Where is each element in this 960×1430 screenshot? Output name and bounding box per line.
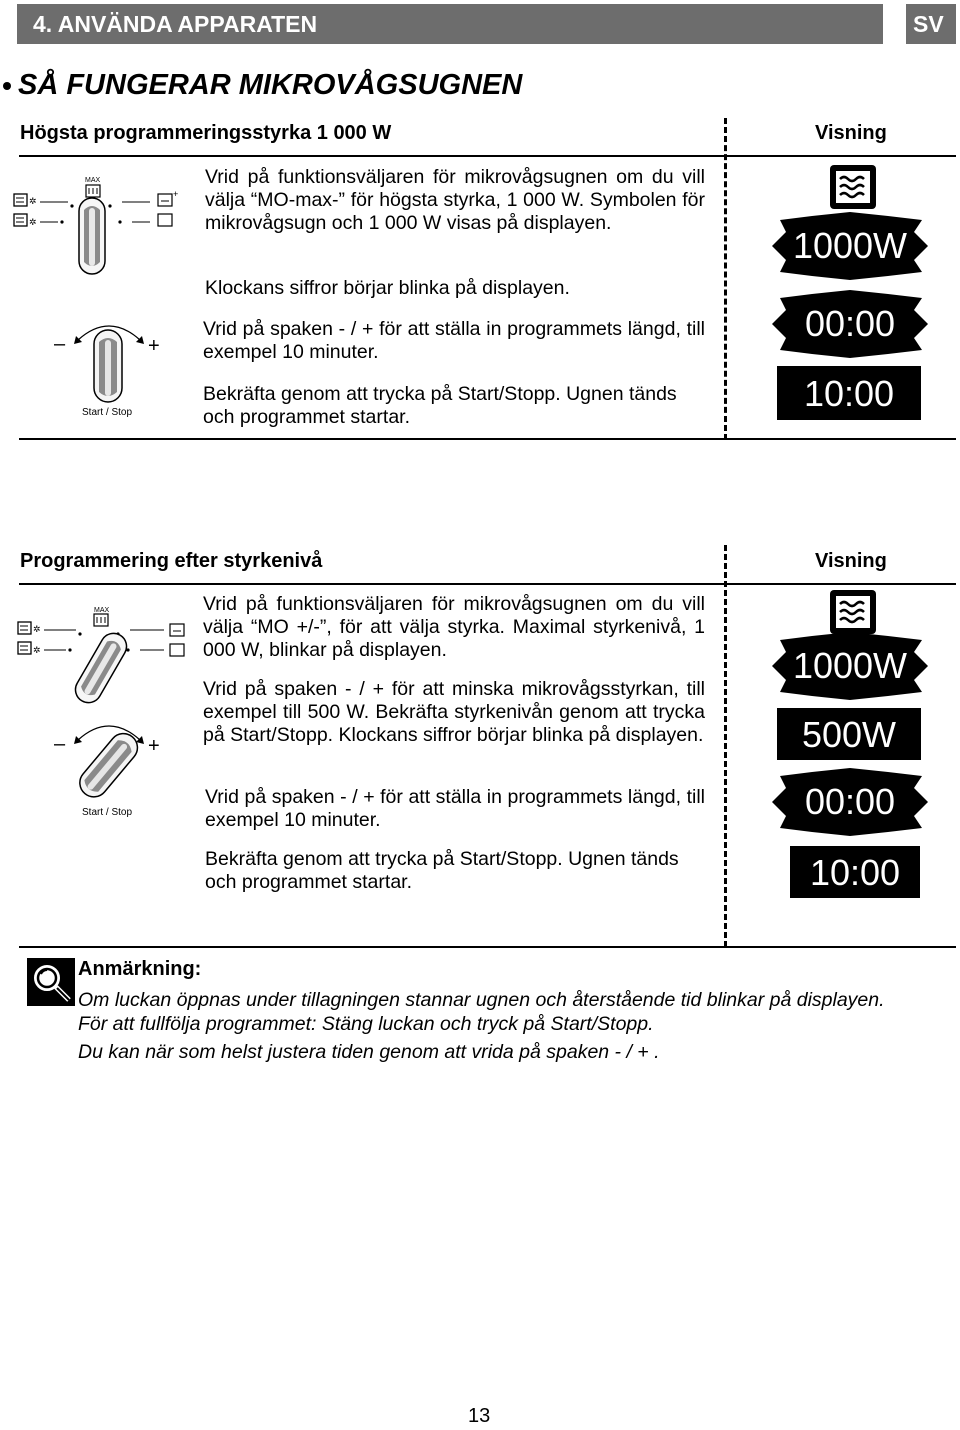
display-1000w-blinking bbox=[772, 632, 928, 700]
adjust-knob-diagram bbox=[50, 718, 180, 828]
display-value: 1000W bbox=[792, 645, 908, 686]
section2-step-1: Vrid på funktionsväljaren för mikrovågsugnen om du vill välja “MO +/-”, för att välja styrka. Maximal styrkenivå, 1 000 W, blinkar på displayen. bbox=[203, 593, 705, 661]
selector-knob bbox=[79, 198, 105, 274]
microwave-symbol-icon bbox=[828, 163, 878, 211]
microwave-icon bbox=[86, 185, 100, 197]
start-stop-label: Start / Stop bbox=[82, 807, 133, 818]
section1-heading: Högsta programmeringsstyrka 1 000 W bbox=[20, 122, 392, 144]
defrost-icon bbox=[14, 194, 37, 227]
display-1000w-blinking bbox=[772, 212, 928, 280]
max-label: MAX bbox=[85, 177, 101, 184]
display-value: 10:00 bbox=[809, 852, 901, 893]
section2-display-heading: Visning bbox=[815, 550, 887, 572]
display-1000-steady bbox=[777, 366, 921, 420]
display-500w bbox=[777, 708, 921, 760]
section2-heading: Programmering efter styrkenivå bbox=[20, 550, 323, 572]
magnifier-icon bbox=[27, 958, 75, 1006]
section1-bottom-rule bbox=[19, 438, 956, 440]
section1-display-heading: Visning bbox=[815, 122, 887, 144]
section1-step-4: Bekräfta genom att trycka på Start/Stopp. Ugnen tänds och programmet startar. bbox=[203, 383, 677, 428]
note-line-2: För att fullfölja programmet: Stäng luckan och tryck på Start/Stopp. bbox=[78, 1013, 654, 1035]
section1-column-divider bbox=[724, 118, 727, 440]
display-1000-steady bbox=[790, 846, 920, 898]
minus-sign: – bbox=[54, 733, 66, 755]
display-0000-blinking bbox=[772, 768, 928, 836]
language-badge bbox=[906, 4, 956, 44]
grill-icon bbox=[170, 624, 184, 656]
section2-bottom-rule bbox=[19, 946, 956, 948]
svg-text:✲: ✲ bbox=[29, 196, 37, 206]
language-code: SV bbox=[913, 11, 944, 37]
microwave-symbol-icon bbox=[828, 588, 878, 636]
display-value: 00:00 bbox=[804, 781, 896, 822]
section1-step-1: Vrid på funktionsväljaren för mikrovågsugnen om du vill välja “MO-max-” för högsta styrka, 1 000 W. Symbolen för mikrovågsugn och 1 000 W visas på displayen. bbox=[205, 166, 705, 234]
function-selector-diagram bbox=[10, 172, 190, 277]
section2-column-divider bbox=[724, 545, 727, 947]
defrost-icon bbox=[18, 622, 41, 655]
svg-text:✲: ✲ bbox=[33, 624, 41, 634]
microwave-icon bbox=[94, 614, 108, 626]
section2-step-2: Vrid på spaken - / + för att minska mikrovågsstyrkan, till exempel till 500 W. Bekräfta styrkenivån genom att trycka på Start/Stopp. Klockans siffror börjar blinka på displayen. bbox=[203, 678, 705, 746]
start-stop-label: Start / Stop bbox=[82, 407, 133, 418]
selector-knob bbox=[71, 629, 132, 708]
grill-icon bbox=[158, 189, 178, 226]
display-value: 500W bbox=[801, 714, 897, 755]
note-line-3: Du kan när som helst justera tiden genom att vrida på spaken - / + . bbox=[78, 1041, 660, 1063]
display-value: 10:00 bbox=[803, 373, 895, 414]
plus-sign: + bbox=[148, 335, 160, 357]
plus-sign: + bbox=[148, 735, 160, 757]
section1-top-rule bbox=[19, 155, 956, 157]
section-header-text: 4. ANVÄNDA APPARATEN bbox=[33, 11, 318, 37]
display-value: 1000W bbox=[792, 225, 908, 266]
svg-text:✲: ✲ bbox=[33, 645, 41, 655]
note-line-1: Om luckan öppnas under tillagningen stannar ugnen och återstående tid blinkar på displayen. bbox=[78, 989, 885, 1011]
section1-step-3: Vrid på spaken - / + för att ställa in programmets längd, till exempel 10 minuter. bbox=[203, 318, 705, 363]
adjust-knob-diagram bbox=[50, 318, 180, 428]
section2-top-rule bbox=[19, 583, 956, 585]
max-label: MAX bbox=[94, 607, 110, 614]
section-header-bar bbox=[17, 4, 883, 44]
section1-step-2: Klockans siffror börjar blinka på displayen. bbox=[205, 277, 570, 299]
title-bullet bbox=[3, 82, 11, 90]
svg-text:+: + bbox=[173, 189, 179, 199]
svg-text:✲: ✲ bbox=[29, 217, 37, 227]
display-value: 00:00 bbox=[804, 303, 896, 344]
page-number: 13 bbox=[468, 1405, 491, 1427]
section2-step-4: Bekräfta genom att trycka på Start/Stopp. Ugnen tänds och programmet startar. bbox=[205, 848, 679, 893]
display-0000-blinking bbox=[772, 290, 928, 358]
note-title: Anmärkning: bbox=[78, 958, 202, 980]
section2-step-3: Vrid på spaken - / + för att ställa in programmets längd, till exempel 10 minuter. bbox=[205, 786, 705, 831]
function-selector-diagram bbox=[14, 600, 194, 710]
minus-sign: – bbox=[54, 333, 66, 355]
page-title: SÅ FUNGERAR MIKROVÅGSUGNEN bbox=[18, 69, 523, 101]
